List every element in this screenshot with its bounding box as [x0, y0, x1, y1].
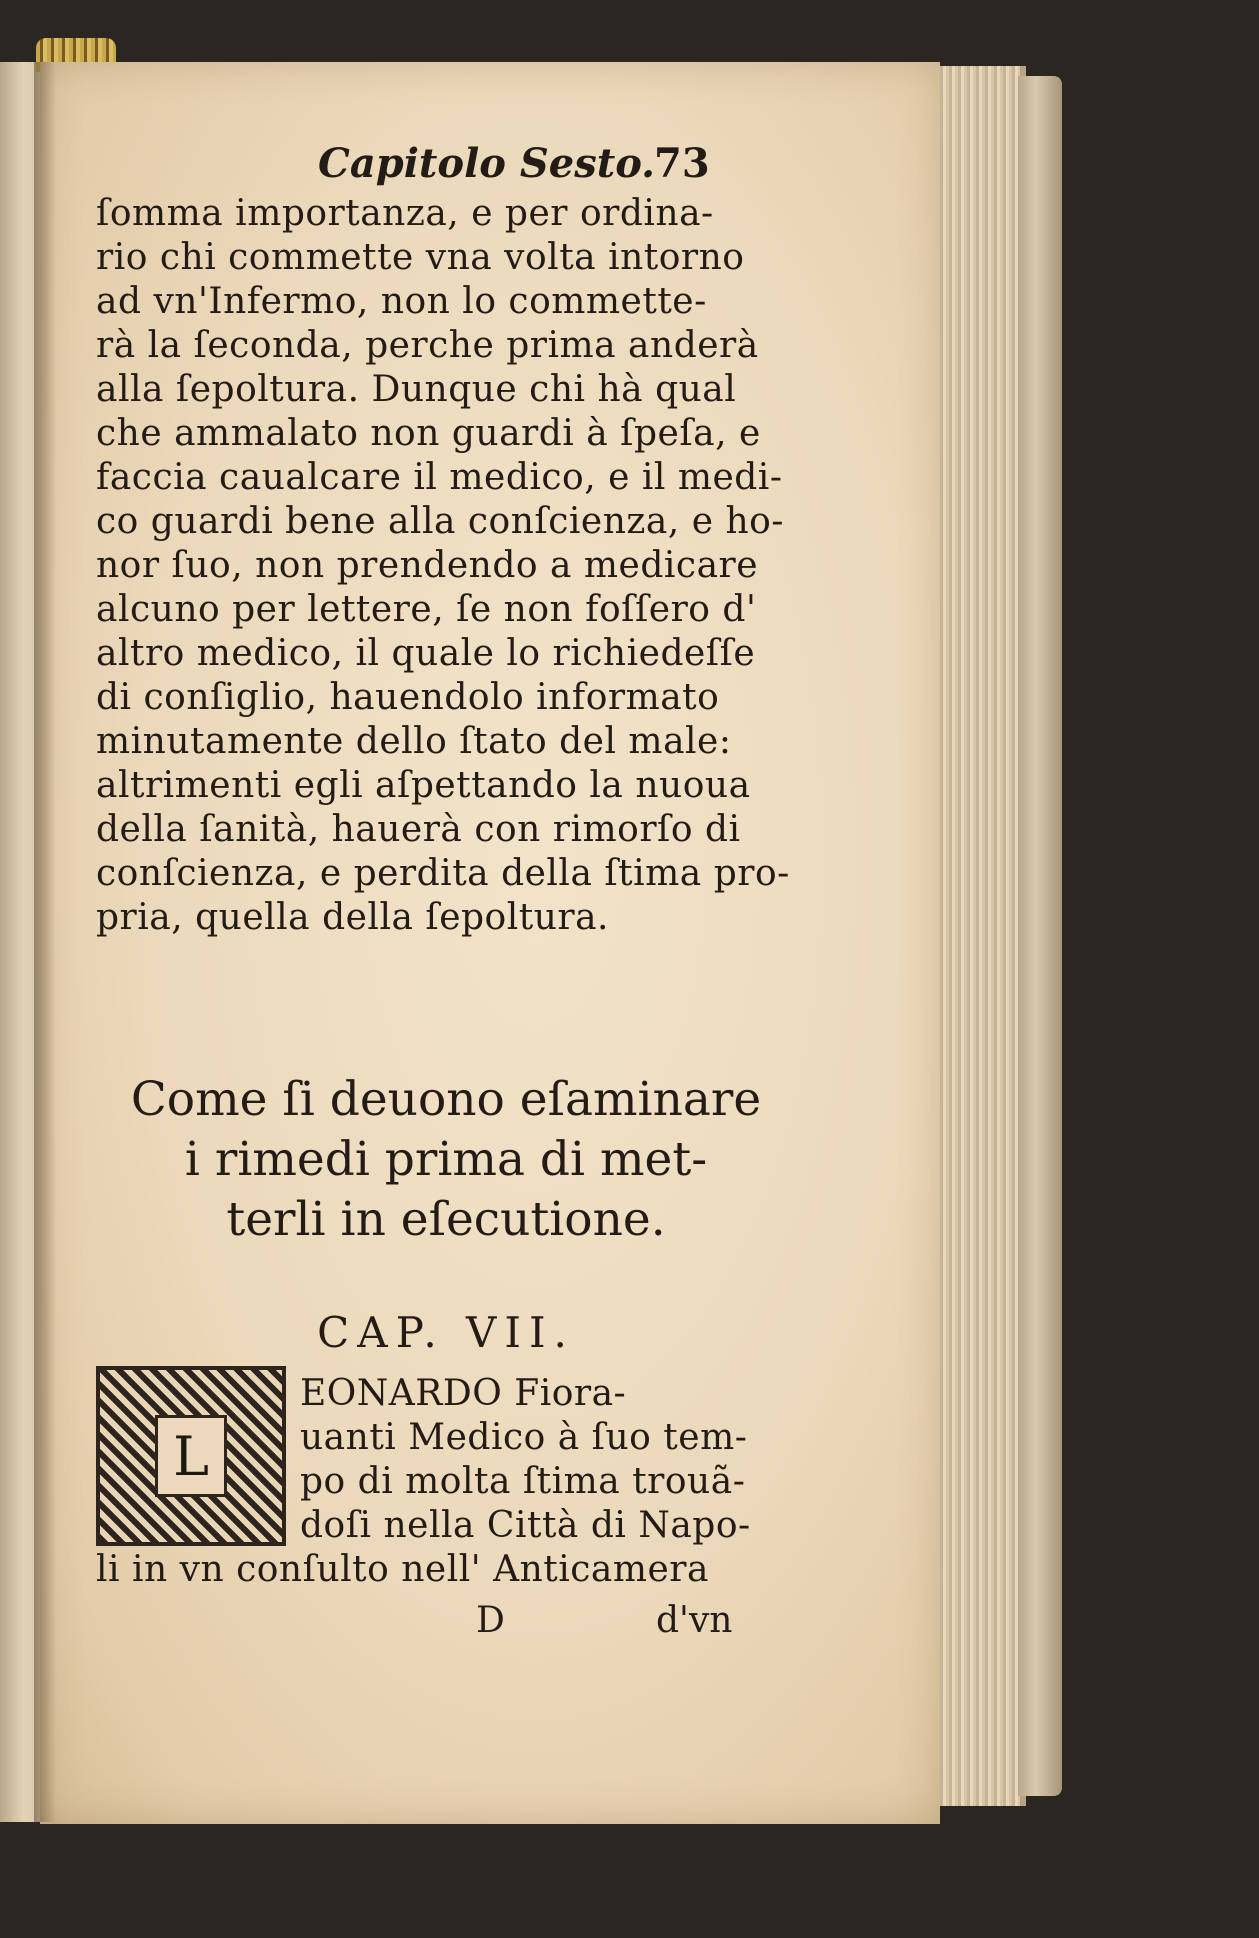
- text-line: di conſiglio, hauendolo informato: [96, 677, 720, 718]
- catchword: d'vn: [656, 1600, 733, 1641]
- text-line: minutamente dello ſtato del male:: [96, 721, 732, 762]
- text-line: uanti Medico à ſuo tem-: [300, 1417, 748, 1458]
- decorated-initial: [96, 1366, 286, 1546]
- running-title: Capitolo Sesto.: [318, 140, 656, 187]
- text-line: co guardi bene alla conſcienza, e ho-: [96, 501, 784, 542]
- text-line: conſcienza, e perdita della ſtima pro-: [96, 853, 790, 894]
- page-edges: [940, 66, 1026, 1806]
- body-paragraph: [96, 192, 796, 940]
- text-line: pria, quella della ſepoltura.: [96, 897, 609, 938]
- continued-paragraph: [96, 1548, 796, 1592]
- section-heading: [96, 1070, 796, 1250]
- text-line: faccia caualcare il medico, e il medi-: [96, 457, 783, 498]
- cover-edge: [1018, 76, 1062, 1796]
- text-line: della ſanità, hauerà con rimorſo di: [96, 809, 741, 850]
- heading-line: i rimedi prima di met-: [184, 1132, 708, 1187]
- text-line: po di molta ſtima trouã-: [300, 1461, 746, 1502]
- text-line: nor ſuo, non prendendo a medicare: [96, 545, 759, 586]
- text-line: che ammalato non guardi à ſpeſa, e: [96, 413, 761, 454]
- initial-letter: L: [155, 1415, 227, 1497]
- page-footer: [96, 1600, 796, 1648]
- text-line: ad vn'Infermo, non lo commette-: [96, 281, 707, 322]
- gutter-shadow: [34, 62, 56, 1822]
- text-line: li in vn conſulto nell' Anticamera: [96, 1549, 709, 1590]
- text-line: rà la ſeconda, perche prima anderà: [96, 325, 759, 366]
- text-line: altro medico, il quale lo richiedeſſe: [96, 633, 756, 674]
- indented-paragraph: [300, 1372, 800, 1548]
- heading-line: terli in eſecutione.: [226, 1192, 666, 1247]
- page-header: [96, 140, 796, 188]
- text-line: rio chi commette vna volta intorno: [96, 237, 745, 278]
- text-line: EONARDO Fiora-: [300, 1373, 627, 1414]
- page-number: 73: [654, 140, 710, 187]
- text-line: alla ſepoltura. Dunque chi hà qual: [96, 369, 737, 410]
- text-line: ſomma importanza, e per ordina-: [96, 193, 714, 234]
- text-line: altrimenti egli aſpettando la nuoua: [96, 765, 751, 806]
- signature-mark: D: [476, 1600, 505, 1641]
- heading-line: Come ſi deuono eſaminare: [130, 1072, 762, 1127]
- text-line: doſi nella Città di Napo-: [300, 1505, 751, 1546]
- chapter-number: CAP. VII.: [317, 1308, 575, 1357]
- text-line: alcuno per lettere, ſe non foſſero d': [96, 589, 757, 630]
